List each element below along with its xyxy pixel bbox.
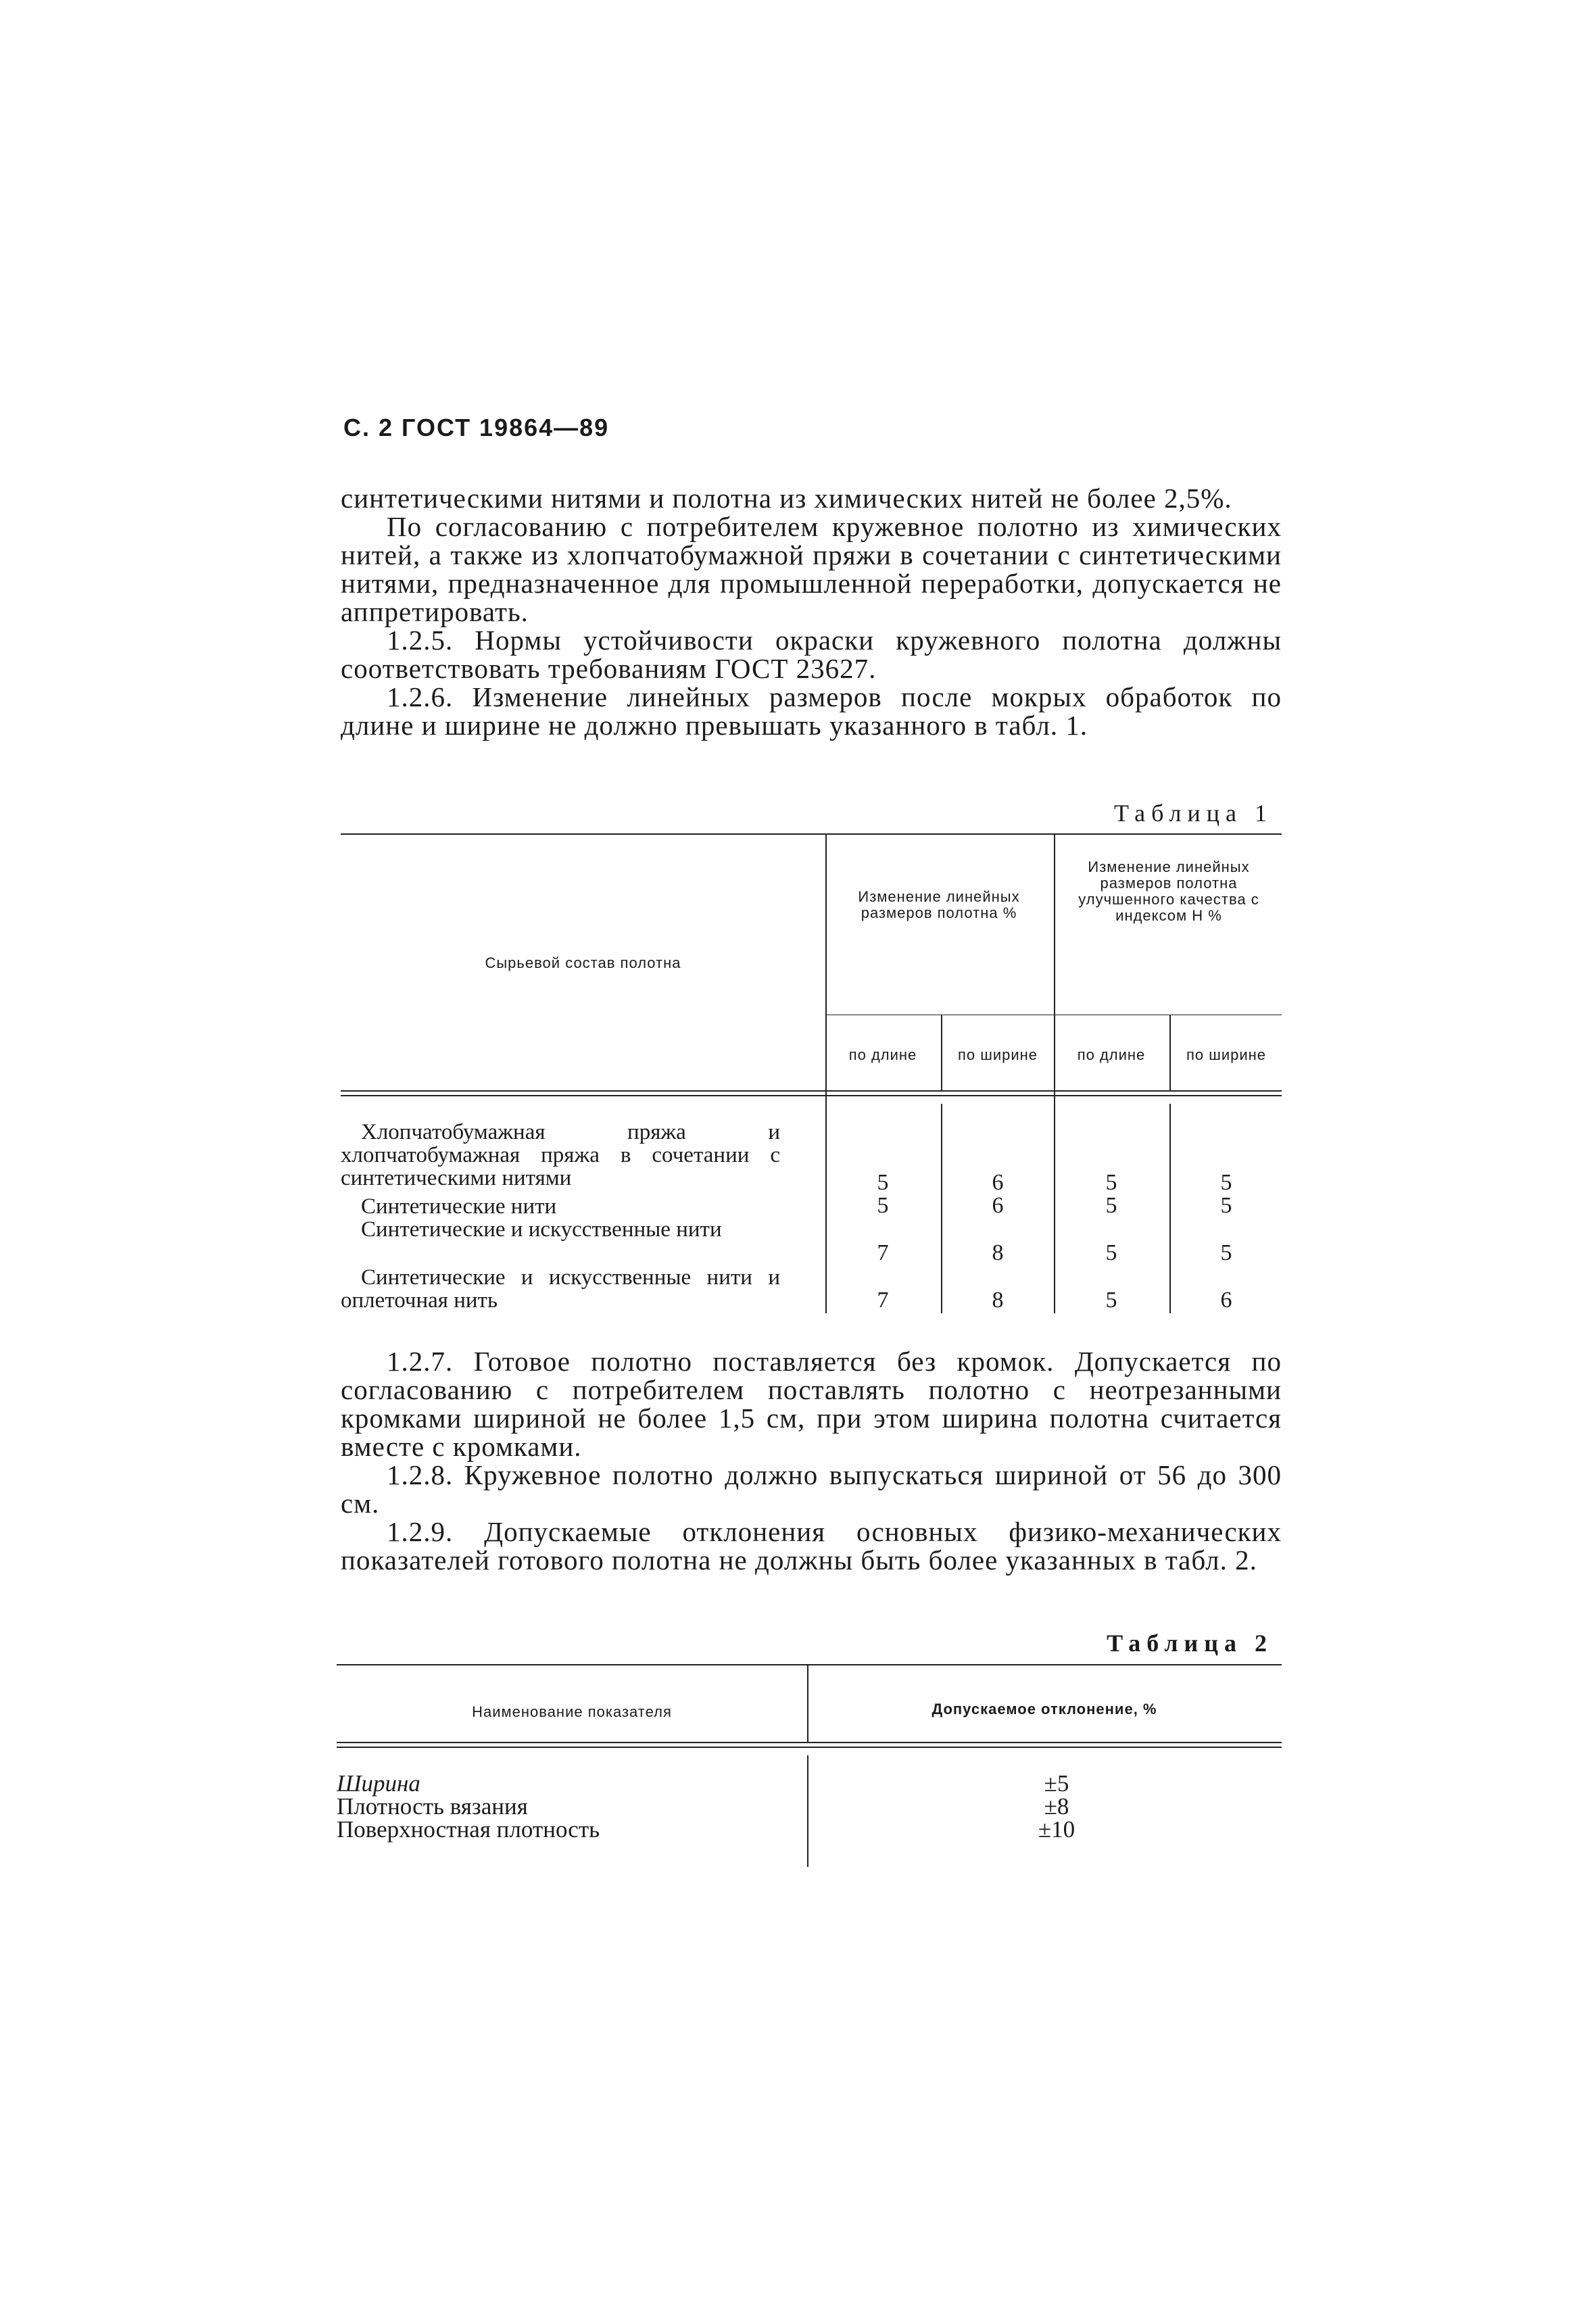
text-block-1	[341, 484, 1282, 739]
table-row-name: Плотность вязания	[337, 1793, 528, 1820]
table-rule	[941, 1104, 942, 1313]
col-header-composition: Сырьевой состав полотна	[485, 954, 681, 971]
table-rule	[1169, 1015, 1171, 1090]
paragraph: синтетическими нитями и полотна из химических нитей не более 2,5%.	[341, 483, 1232, 514]
sub-header: по ширине	[957, 1046, 1038, 1063]
col-header-indicator: Наименование показателя	[472, 1703, 672, 1720]
table2-caption: Таблица 2	[1107, 1630, 1273, 1657]
paragraph-1-2-5: 1.2.5. Нормы устойчивости окраски кружевного полотна должны соответствовать требованиям ГОСТ 23627.	[341, 625, 1282, 684]
table1-caption: Таблица 1	[1114, 800, 1273, 827]
table-rule	[337, 1742, 1282, 1743]
table-row-name: Ширина	[337, 1770, 420, 1797]
table2	[337, 1664, 1282, 1867]
table-rule	[825, 833, 827, 1313]
page-header: С. 2 ГОСТ 19864—89	[343, 414, 610, 441]
table-row-name: Поверхностная плотность	[337, 1816, 600, 1843]
cell-value: 7	[877, 1288, 889, 1313]
cell-value: 5	[1105, 1193, 1117, 1218]
table1	[341, 833, 1282, 1313]
cell-value: ±10	[1038, 1816, 1075, 1843]
cell-value: 5	[1220, 1170, 1232, 1195]
paragraph-1-2-8: 1.2.8. Кружевное полотно должно выпускаться шириной от 56 до 300 см.	[341, 1459, 1282, 1519]
table-rule	[1054, 833, 1055, 1313]
col-header-deviation: Допускаемое отклонение, %	[932, 1701, 1157, 1717]
cell-value: 5	[1220, 1193, 1232, 1218]
table-rule	[337, 1747, 1282, 1748]
cell-value: 8	[992, 1240, 1004, 1265]
cell-value: 5	[1105, 1170, 1117, 1195]
table-rule	[337, 1664, 1282, 1665]
table-rule	[1169, 1104, 1171, 1313]
table-row-name: Синтетические и искусственные нити	[361, 1217, 722, 1242]
table-row-name: Синтетические и искусственные нити и оплеточная нить	[341, 1265, 780, 1313]
cell-value: 5	[1220, 1240, 1232, 1265]
table-rule	[341, 1090, 1282, 1092]
paragraph-1-2-6: 1.2.6. Изменение линейных размеров после мокрых обработок по длине и ширине не должно превышать указанного в табл. 1.	[341, 681, 1282, 741]
paragraph-1-2-7: 1.2.7. Готовое полотно поставляется без кромок. Допускается по согласованию с потребителем поставлять полотно с неотрезанными кромками шириной не более 1,5 см, при этом ширина полотна считается вместе с кромками.	[341, 1346, 1282, 1462]
table-rule	[341, 1095, 1282, 1096]
sub-header: по длине	[1077, 1046, 1146, 1063]
cell-value: 6	[992, 1170, 1004, 1195]
cell-value: ±8	[1044, 1793, 1069, 1820]
cell-value: 5	[1105, 1240, 1117, 1265]
table-rule	[341, 833, 1282, 835]
paragraph-1-2-9: 1.2.9. Допускаемые отклонения основных физико-механических показателей готового полотна не должны быть более указанных в табл. 2.	[341, 1516, 1282, 1576]
table-row-name: Хлопчатобумажная пряжа и хлопчатобумажная пряжа в сочетании с синтетическими нитями	[341, 1120, 780, 1190]
table-rule	[941, 1015, 942, 1090]
sub-header: по ширине	[1186, 1046, 1267, 1063]
col-group-header-1: Изменение линейных размеров полотна %	[858, 888, 1020, 921]
cell-value: 6	[1220, 1288, 1232, 1313]
paragraph: По согласованию с потребителем кружевное полотно из химических нитей, а также из хлопчатобумажной пряжи в сочетании с синтетическими нитями, предназначенное для промышленной переработки, допускается не аппретировать.	[341, 511, 1282, 627]
text-block-2	[341, 1347, 1282, 1574]
table-row-name: Синтетические нити	[361, 1194, 557, 1219]
cell-value: 5	[1105, 1288, 1117, 1313]
col-group-header-2: Изменение линейных размеров полотна улучшенного качества с индексом Н %	[1078, 858, 1259, 924]
sub-header: по длине	[848, 1046, 917, 1063]
cell-value: 5	[877, 1170, 889, 1195]
cell-value: 8	[992, 1288, 1004, 1313]
cell-value: 5	[877, 1193, 889, 1218]
cell-value: 6	[992, 1193, 1004, 1218]
cell-value: ±5	[1044, 1770, 1069, 1797]
table-rule	[807, 1755, 808, 1867]
cell-value: 7	[877, 1240, 889, 1265]
